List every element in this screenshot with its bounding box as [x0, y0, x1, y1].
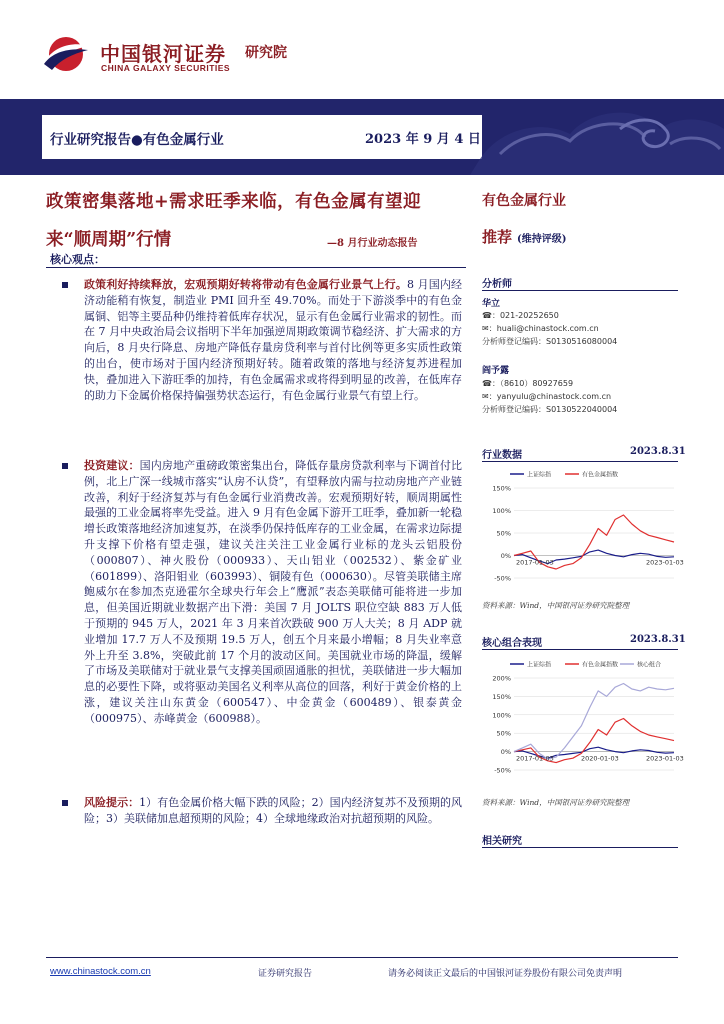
footer-divider: [46, 957, 678, 958]
bullet-icon: [62, 800, 68, 806]
y-tick-label: 50%: [496, 529, 511, 538]
paragraph-text: 国内房地产重磅政策密集出台，降低存量房贷款利率与下调首付比例，北上广深一线城市落实“认房不认贷”，有望释放内需与拉动房地产产业链改善，利好于经济复苏与有色金属行业消费改善。宏观预期好转，顺周期属性最强的工业金属将率先受益。进入 9 月有色金属下游开工旺季，叠加新一轮稳增长政策落地经济加速复苏，在淡季仍保持低库存的工业金属，在需求边际提升支撑下价格有望走强，建议关注关注工业金属行业标的龙头云铝股份（000807）、神火股份（000933）、天山铝业（002532）、紫金矿业（601899）、洛阳钼业（603993）、铜陵有色（000630）。尽管美联储主席鲍威尔在参加杰克逊霍尔全球央行年会上“鹰派”表态美联储可能将进一步加息，但美国近期就业数据产出下滑：美国 7 月 JOLTS 职位空缺 883 万人低于预期的 945 万人，2021 年 3 月来首次跌破 900 万人大关；8 月 ADP 就业增加 17.7 万人不及预期 19.5 万人，创五个月来最小增幅；8 月失业率意外上升至 3.8%，突破此前 17 个月的波动区间。美国就业市场的降温，缓解了市场及美联储对于就业景气支撑美国顽固通胀的担忧，美联储进一步大幅加息的必要性下降，或将驱动美国名义利率从高位的回落，利好于黄金价格的上涨，建议关注山东黄金（600547）、中金黄金（600489）、银泰黄金（000975）、赤峰黄金（600988）。: [84, 459, 463, 725]
analyst-name: 阎予露: [482, 366, 510, 376]
x-tick-label: 2017-01-03: [516, 558, 554, 567]
analyst-heading: 分析师: [482, 279, 512, 290]
x-tick-label: 2023-01-03: [646, 558, 684, 567]
core-views-heading: 核心观点：: [50, 253, 105, 266]
y-tick-label: 0%: [500, 552, 511, 560]
y-tick-label: 200%: [492, 674, 511, 683]
auspicious-cloud-icon: [470, 99, 724, 175]
y-tick-label: -50%: [494, 574, 511, 583]
y-tick-label: 50%: [496, 729, 511, 738]
report-subtitle: —8 月行业动态报告: [327, 238, 418, 249]
industry-data-chart: [482, 464, 684, 588]
related-research-heading: 相关研究: [482, 836, 522, 847]
bullet-icon: [62, 463, 68, 469]
brand-research-label: 研究院: [245, 45, 287, 61]
y-tick-label: -50%: [494, 766, 511, 775]
legend-label: 有色金属指数: [582, 471, 619, 479]
core-portfolio-divider: [482, 649, 678, 650]
x-tick-label: 2020-01-03: [581, 754, 619, 763]
y-tick-label: 100%: [492, 711, 511, 720]
legend-label: 核心组合: [637, 661, 662, 669]
industry-data-heading: 行业数据: [482, 450, 522, 461]
legend-label: 上证综指: [527, 661, 552, 669]
core-divider: [46, 267, 466, 268]
x-tick-label: 2023-01-03: [646, 754, 684, 763]
core-portfolio-heading: 核心组合表现: [482, 638, 542, 649]
analyst-divider: [482, 290, 678, 291]
analyst-email[interactable]: ✉：yanyulu@chinastock.com.cn: [482, 392, 612, 401]
sidebar-rating: 推荐: [482, 228, 513, 246]
analyst-phone: ☎：（8610）80927659: [482, 379, 574, 388]
analyst-email[interactable]: ✉：huali@chinastock.com.cn: [482, 324, 599, 333]
header-banner: [0, 99, 724, 175]
paragraph-text: 1）有色金属价格大幅下跌的风险；2）国内经济复苏不及预期的风险；3）美联储加息超预期的风险；4）全球地缘政治对抗超预期的风险。: [84, 796, 462, 825]
industry-data-divider: [482, 461, 678, 462]
analyst-cert: 分析师登记编码：S0130522040004: [482, 405, 618, 414]
bullet-icon: [62, 282, 68, 288]
chart-source: 资料来源：Wind，中国银河证券研究院整理: [482, 601, 630, 610]
y-tick-label: 0%: [500, 748, 511, 757]
footer-disclaimer: 请务必阅读正文最后的中国银河证券股份有限公司免责声明: [388, 969, 623, 979]
x-tick-label: 2017-01-03: [516, 754, 554, 763]
report-title-line1: 政策密集落地+需求旺季来临，有色金属有望迎: [46, 192, 422, 212]
analyst-phone: ☎：021-20252650: [482, 311, 559, 320]
paragraph-lead: 政策利好持续释放，宏观预期好转将带动有色金属行业景气上行。: [84, 278, 407, 291]
brand-name-cn: 中国银河证券: [100, 42, 226, 66]
y-tick-label: 100%: [492, 507, 511, 515]
footer-url-link[interactable]: www.chinastock.com.cn: [50, 966, 151, 977]
sidebar-rating-note: (维持评级): [517, 234, 567, 245]
y-tick-label: 150%: [492, 692, 511, 701]
analyst-name: 华立: [482, 299, 501, 309]
report-title-line2: 来“顺周期”行情: [46, 230, 172, 250]
report-date: 2023 年 9 月 4 日: [365, 132, 481, 147]
brand-name-en: CHINA GALAXY SECURITIES: [101, 63, 231, 73]
report-type: 行业研究报告●有色金属行业: [50, 132, 224, 148]
paragraph-lead: 投资建议：: [84, 459, 140, 472]
legend-label: 上证综指: [527, 471, 552, 479]
legend-label: 有色金属指数: [582, 661, 619, 669]
related-research-divider: [482, 847, 678, 848]
industry-data-date: 2023.8.31: [630, 446, 686, 457]
chart-source: 资料来源：Wind，中国银河证券研究院整理: [482, 798, 630, 807]
paragraph-policy: [84, 277, 462, 403]
galaxy-logo-icon: [42, 34, 92, 74]
paragraph-investment: [84, 458, 462, 727]
paragraph-risk: [84, 795, 462, 827]
core-portfolio-chart: [482, 652, 684, 778]
paragraph-lead: 风险提示：: [84, 796, 140, 809]
footer-label: 证券研究报告: [258, 969, 313, 979]
core-portfolio-date: 2023.8.31: [630, 634, 686, 645]
sidebar-industry: 有色金属行业: [482, 193, 566, 209]
paragraph-text: 8 月国内经济动能稍有恢复，制造业 PMI 回升至 49.70%。而处于下游淡季中的有色金属铜、铝等主要品种仍维持着低库存状况，显示有色金属行业需求的韧性。而在 7 月中央政治局会议指明下半年加强逆周期政策调节稳经济、扩大需求的方向后，8 月央行降息、房地产降低存量房贷利率与首付比例等更多实质性政策的出台，使市场对于国内经济预期好转。随着政策的落地与经济复苏进程加快，叠加进入下游旺季的加持，有色金属需求或将得到明显的改善，在低库存的助力下金属价格保持偏强势状态运行，有色金属行业景气有望上行。: [84, 278, 462, 402]
y-tick-label: 150%: [492, 484, 511, 493]
analyst-cert: 分析师登记编码：S0130516080004: [482, 337, 618, 346]
